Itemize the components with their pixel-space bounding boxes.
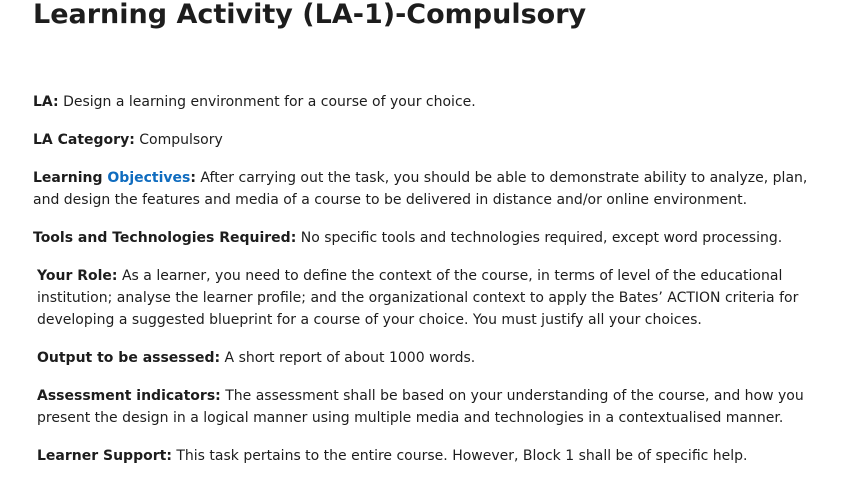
activity-description <box>33 91 823 483</box>
assessment-paragraph <box>33 385 823 429</box>
objectives-text: After carrying out the task, you should be able to demonstrate ability to analyze, plan, and design the features and media of a course to be delivered in distance and/or online environment. <box>33 170 808 208</box>
tools-text: No specific tools and technologies required, except word processing. <box>296 230 783 246</box>
objectives-label-suffix: : <box>190 170 196 186</box>
assessment-label: Assessment indicators: <box>37 388 221 404</box>
output-text: A short report of about 1000 words. <box>220 350 476 366</box>
page-title: Learning Activity (LA-1)-Compulsory <box>33 0 587 30</box>
la-text: Design a learning environment for a course of your choice. <box>58 94 476 110</box>
support-paragraph <box>33 445 823 467</box>
support-label: Learner Support: <box>37 448 172 464</box>
category-text: Compulsory <box>134 132 223 148</box>
role-label: Your Role: <box>37 268 118 284</box>
la-label: LA: <box>33 94 59 110</box>
objectives-link[interactable]: Objectives <box>107 170 191 186</box>
assessment-text: The assessment shall be based on your understanding of the course, and how you present the design in a logical manner using multiple media and technologies in a contextualised manner. <box>37 388 804 426</box>
output-paragraph <box>33 347 823 369</box>
role-paragraph <box>33 265 823 331</box>
support-text: This task pertains to the entire course. However, Block 1 shall be of specific help. <box>171 448 748 464</box>
objectives-label-prefix: Learning <box>33 170 108 186</box>
role-text: As a learner, you need to define the context of the course, in terms of level of the educational institution; analyse the learner profile; and the organizational context to apply the Bates’ ACTION criteria for developing a suggested blueprint for a course of your choice. You must justify all your choices. <box>37 268 799 328</box>
category-label: LA Category: <box>33 132 135 148</box>
tools-label: Tools and Technologies Required: <box>33 230 297 246</box>
tools-paragraph <box>33 227 823 249</box>
objectives-paragraph <box>33 167 823 211</box>
output-label: Output to be assessed: <box>37 350 221 366</box>
category-paragraph <box>33 129 823 151</box>
la-paragraph <box>33 91 823 113</box>
